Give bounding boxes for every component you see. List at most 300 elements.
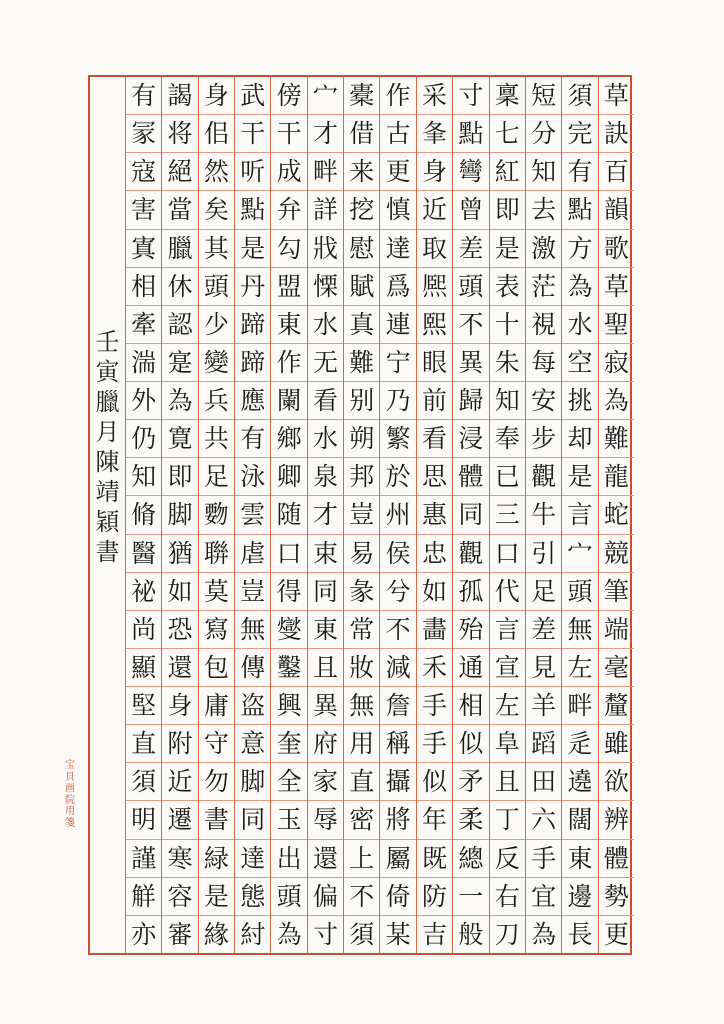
grid-cell: 羊 — [526, 687, 561, 725]
grid-cell: 武 — [235, 77, 270, 115]
grid-cell: 莫 — [199, 573, 234, 611]
grid-cell: 辱 — [308, 801, 343, 839]
grid-cell: 妝 — [344, 649, 379, 687]
grid-cell: 左 — [562, 649, 597, 687]
grid-cell: 全 — [271, 763, 306, 801]
grid-cell: 奎 — [271, 725, 306, 763]
grid-cell: 絕 — [162, 153, 197, 191]
grid-cell: 差 — [453, 230, 488, 268]
grid-cell: 偏 — [308, 878, 343, 916]
grid-cell: 畔 — [308, 153, 343, 191]
grid-column — [452, 77, 488, 953]
grid-cell: 似 — [417, 763, 452, 801]
grid-cell: 十 — [490, 306, 525, 344]
grid-cell: 是 — [490, 230, 525, 268]
character-grid — [125, 77, 634, 953]
grid-cell: 既 — [417, 840, 452, 878]
grid-cell: 容 — [162, 878, 197, 916]
grid-cell: 屬 — [380, 840, 415, 878]
grid-cell: 近 — [417, 191, 452, 229]
grid-cell: 態 — [235, 878, 270, 916]
grid-cell: 繁 — [380, 420, 415, 458]
grid-cell: 詹 — [380, 687, 415, 725]
grid-cell: 如 — [162, 573, 197, 611]
grid-cell: 共 — [199, 420, 234, 458]
grid-cell: 将 — [162, 115, 197, 153]
grid-cell: 泉 — [308, 458, 343, 496]
grid-cell: 闊 — [562, 801, 597, 839]
grid-cell: 不 — [344, 878, 379, 916]
grid-cell: 勢 — [599, 878, 634, 916]
grid-column — [161, 77, 197, 953]
grid-cell: 宀 — [308, 77, 343, 115]
grid-cell: 水 — [308, 420, 343, 458]
grid-cell: 真 — [344, 306, 379, 344]
paper-label-char: 院 — [65, 794, 75, 806]
grid-cell: 端 — [599, 611, 634, 649]
grid-column — [270, 77, 306, 953]
grid-cell: 東 — [562, 840, 597, 878]
grid-cell: 觀 — [526, 458, 561, 496]
grid-cell: 東 — [271, 306, 306, 344]
grid-cell: 古 — [380, 115, 415, 153]
grid-cell: 歌 — [599, 230, 634, 268]
grid-cell: 某 — [385, 919, 411, 949]
grid-cell: 茫 — [526, 268, 561, 306]
grid-cell: 觧 — [126, 878, 161, 916]
grid-cell: 直 — [344, 763, 379, 801]
grid-cell: 將 — [380, 801, 415, 839]
grid-cell: 包 — [199, 649, 234, 687]
grid-cell: 常 — [344, 611, 379, 649]
grid-cell: 眼 — [417, 344, 452, 382]
grid-cell: 視 — [526, 306, 561, 344]
grid-cell: 听 — [235, 153, 270, 191]
grid-cell: 易 — [344, 535, 379, 573]
grid-cell: 猶 — [162, 535, 197, 573]
grid-cell: 勾 — [271, 230, 306, 268]
grid-column — [125, 77, 161, 953]
grid-cell: 身 — [162, 687, 197, 725]
grid-cell: 知 — [126, 458, 161, 496]
grid-cell: 脚 — [162, 496, 197, 534]
signature-char: 書 — [95, 538, 120, 566]
calligraphy-sheet — [88, 75, 632, 955]
grid-cell: 韻 — [599, 191, 634, 229]
grid-cell: 更 — [380, 153, 415, 191]
signature-char: 靖 — [95, 478, 120, 506]
grid-cell: 兵 — [199, 382, 234, 420]
grid-cell: 有 — [562, 153, 597, 191]
grid-cell: 邦 — [344, 458, 379, 496]
grid-cell: 有 — [235, 420, 270, 458]
grid-cell: 乃 — [380, 382, 415, 420]
grid-cell: 為 — [276, 919, 302, 949]
grid-cell: 傳 — [235, 649, 270, 687]
grid-cell: 朱 — [490, 344, 525, 382]
grid-cell: 寔 — [162, 344, 197, 382]
grid-cell: 遶 — [562, 763, 597, 801]
grid-cell: 蹈 — [526, 725, 561, 763]
grid-cell: 聨 — [199, 535, 234, 573]
grid-cell: 刀 — [494, 919, 520, 949]
grid-cell: 宜 — [526, 878, 561, 916]
grid-cell: 其 — [199, 230, 234, 268]
grid-cell: 須 — [562, 77, 597, 115]
grid-cell: 競 — [599, 535, 634, 573]
grid-cell: 蹄 — [235, 344, 270, 382]
grid-cell: 牛 — [526, 496, 561, 534]
grid-column — [379, 77, 415, 953]
grid-cell: 寘 — [126, 230, 161, 268]
grid-cell: 於 — [380, 458, 415, 496]
grid-cell: 盗 — [235, 687, 270, 725]
grid-cell: 是 — [199, 878, 234, 916]
grid-cell: 頭 — [199, 268, 234, 306]
grid-cell: 興 — [271, 687, 306, 725]
grid-cell: 同 — [308, 573, 343, 611]
grid-cell: 當 — [162, 191, 197, 229]
grid-cell: 訣 — [599, 115, 634, 153]
paper-label-char: 箋 — [65, 817, 75, 829]
grid-cell: 近 — [162, 763, 197, 801]
grid-cell: 空 — [562, 344, 597, 382]
grid-cell: 異 — [308, 687, 343, 725]
grid-cell: 豈 — [344, 496, 379, 534]
grid-cell: 書 — [199, 801, 234, 839]
grid-cell: 寛 — [162, 420, 197, 458]
grid-cell: 熈 — [417, 268, 452, 306]
grid-cell: 挖 — [344, 191, 379, 229]
grid-cell: 虐 — [235, 535, 270, 573]
grid-cell: 彖 — [344, 573, 379, 611]
grid-cell: 湍 — [126, 344, 161, 382]
grid-cell: 寒 — [162, 840, 197, 878]
grid-cell: 寸 — [453, 77, 488, 115]
grid-cell: 明 — [126, 801, 161, 839]
grid-cell: 頭 — [271, 878, 306, 916]
grid-cell: 孤 — [453, 573, 488, 611]
grid-cell: 采 — [417, 77, 452, 115]
signature-column — [90, 77, 125, 953]
grid-cell: 足 — [526, 573, 561, 611]
grid-cell: 丁 — [490, 801, 525, 839]
grid-cell: 認 — [162, 306, 197, 344]
grid-cell: 稱 — [380, 725, 415, 763]
grid-cell: 水 — [308, 306, 343, 344]
grid-cell: 脩 — [126, 496, 161, 534]
grid-cell: 無 — [562, 611, 597, 649]
grid-cell: 反 — [490, 840, 525, 878]
grid-cell: 丹 — [235, 268, 270, 306]
grid-cell: 一 — [453, 878, 488, 916]
grid-cell: 似 — [453, 725, 488, 763]
grid-cell: 三 — [490, 496, 525, 534]
grid-cell: 闌 — [271, 382, 306, 420]
grid-cell: 辵 — [562, 725, 597, 763]
grid-cell: 減 — [380, 649, 415, 687]
grid-cell: 鑿 — [271, 649, 306, 687]
grid-cell: 雖 — [599, 725, 634, 763]
paper-label-char: 貝 — [65, 771, 75, 783]
paper-label-char: 用 — [65, 806, 75, 817]
grid-cell: 作 — [380, 77, 415, 115]
grid-cell: 然 — [199, 153, 234, 191]
grid-cell: 州 — [380, 496, 415, 534]
grid-cell: 傍 — [271, 77, 306, 115]
grid-cell: 曾 — [453, 191, 488, 229]
signature-char: 穎 — [95, 508, 120, 536]
grid-cell: 守 — [199, 725, 234, 763]
grid-cell: 激 — [526, 230, 561, 268]
grid-cell: 直 — [126, 725, 161, 763]
grid-cell: 點 — [235, 191, 270, 229]
grid-cell: 手 — [417, 687, 452, 725]
grid-cell: 恐 — [162, 611, 197, 649]
grid-cell: 干 — [235, 115, 270, 153]
grid-cell: 前 — [417, 382, 452, 420]
grid-cell: 口 — [271, 535, 306, 573]
grid-cell: 别 — [344, 382, 379, 420]
grid-cell: 頭 — [562, 573, 597, 611]
grid-cell: 身 — [417, 153, 452, 191]
paper-label — [60, 760, 80, 829]
grid-cell: 侯 — [380, 535, 415, 573]
grid-cell: 即 — [490, 191, 525, 229]
grid-cell: 少 — [199, 306, 234, 344]
grid-cell: 應 — [235, 382, 270, 420]
grid-cell: 吉 — [422, 919, 448, 949]
grid-cell: 且 — [490, 763, 525, 801]
grid-cell: 田 — [526, 763, 561, 801]
grid-cell: 仍 — [126, 420, 161, 458]
grid-column — [489, 77, 525, 953]
grid-cell: 忠 — [417, 535, 452, 573]
grid-cell: 稟 — [490, 77, 525, 115]
grid-cell: 慰 — [344, 230, 379, 268]
grid-cell: 不 — [453, 306, 488, 344]
grid-cell: 宁 — [380, 344, 415, 382]
grid-cell: 干 — [271, 115, 306, 153]
grid-cell: 連 — [380, 306, 415, 344]
grid-cell: 見 — [526, 649, 561, 687]
grid-cell: 意 — [235, 725, 270, 763]
grid-cell: 為 — [531, 919, 557, 949]
grid-cell: 紅 — [490, 153, 525, 191]
grid-cell: 看 — [417, 420, 452, 458]
grid-cell: 却 — [562, 420, 597, 458]
grid-cell: 邊 — [562, 878, 597, 916]
grid-cell: 上 — [344, 840, 379, 878]
grid-cell: 蛇 — [599, 496, 634, 534]
grid-cell: 醫 — [126, 535, 161, 573]
grid-cell: 慎 — [380, 191, 415, 229]
grid-cell: 攝 — [380, 763, 415, 801]
grid-cell: 頭 — [453, 268, 488, 306]
grid-cell: 分 — [526, 115, 561, 153]
grid-cell: 矣 — [199, 191, 234, 229]
grid-cell: 佀 — [199, 115, 234, 153]
grid-cell: 體 — [599, 840, 634, 878]
grid-cell: 泳 — [235, 458, 270, 496]
grid-cell: 才 — [308, 115, 343, 153]
grid-cell: 無 — [235, 611, 270, 649]
grid-cell: 惠 — [417, 496, 452, 534]
grid-cell: 借 — [344, 115, 379, 153]
grid-cell: 殆 — [453, 611, 488, 649]
grid-cell: 防 — [417, 878, 452, 916]
grid-cell: 總 — [453, 840, 488, 878]
grid-cell: 長 — [567, 919, 593, 949]
grid-cell: 審 — [167, 919, 193, 949]
grid-cell: 龍 — [599, 458, 634, 496]
grid-cell: 知 — [490, 382, 525, 420]
grid-cell: 難 — [599, 420, 634, 458]
signature-char: 寅 — [95, 358, 120, 386]
grid-cell: 有 — [126, 77, 161, 115]
grid-cell: 鄉 — [271, 420, 306, 458]
grid-column — [598, 77, 634, 953]
grid-cell: 右 — [490, 878, 525, 916]
grid-cell: 畔 — [562, 687, 597, 725]
grid-cell: 還 — [162, 649, 197, 687]
grid-cell: 欲 — [599, 763, 634, 801]
grid-cell: 達 — [380, 230, 415, 268]
grid-cell: 朔 — [344, 420, 379, 458]
grid-cell: 歸 — [453, 382, 488, 420]
grid-cell: 左 — [490, 687, 525, 725]
grid-cell: 寫 — [199, 611, 234, 649]
grid-cell: 口 — [490, 535, 525, 573]
grid-cell: 附 — [162, 725, 197, 763]
grid-cell: 毫 — [599, 649, 634, 687]
grid-cell: 得 — [271, 573, 306, 611]
grid-cell: 還 — [308, 840, 343, 878]
grid-cell: 思 — [417, 458, 452, 496]
signature-char: 臘 — [95, 388, 120, 416]
grid-cell: 同 — [453, 496, 488, 534]
grid-cell: 才 — [308, 496, 343, 534]
grid-column — [561, 77, 597, 953]
grid-cell: 須 — [349, 919, 375, 949]
grid-cell: 難 — [344, 344, 379, 382]
grid-cell: 冡 — [126, 115, 161, 153]
grid-cell: 密 — [344, 801, 379, 839]
grid-cell: 知 — [526, 153, 561, 191]
grid-cell: 成 — [271, 153, 306, 191]
grid-cell: 差 — [526, 611, 561, 649]
grid-cell: 相 — [453, 687, 488, 725]
grid-cell: 勿 — [199, 763, 234, 801]
grid-cell: 不 — [380, 611, 415, 649]
signature-char: 陳 — [95, 448, 120, 476]
grid-cell: 是 — [562, 458, 597, 496]
grid-cell: 蹄 — [235, 306, 270, 344]
grid-cell: 為 — [562, 268, 597, 306]
grid-cell: 賦 — [344, 268, 379, 306]
grid-cell: 牽 — [126, 306, 161, 344]
grid-cell: 覅 — [199, 496, 234, 534]
grid-cell: 七 — [490, 115, 525, 153]
grid-cell: 每 — [526, 344, 561, 382]
grid-cell: 禾 — [417, 649, 452, 687]
grid-cell: 家 — [308, 763, 343, 801]
grid-cell: 挑 — [562, 382, 597, 420]
grid-cell: 随 — [271, 496, 306, 534]
grid-cell: 畵 — [417, 611, 452, 649]
grid-cell: 戕 — [308, 230, 343, 268]
grid-cell: 臘 — [162, 230, 197, 268]
grid-cell: 點 — [453, 115, 488, 153]
grid-cell: 異 — [453, 344, 488, 382]
grid-cell: 釐 — [599, 687, 634, 725]
grid-cell: 看 — [308, 382, 343, 420]
grid-cell: 通 — [453, 649, 488, 687]
paper-label-char: 画 — [65, 783, 75, 794]
grid-cell: 豈 — [235, 573, 270, 611]
grid-cell: 庸 — [199, 687, 234, 725]
grid-cell: 弁 — [271, 191, 306, 229]
grid-cell: 浸 — [453, 420, 488, 458]
grid-cell: 害 — [126, 191, 161, 229]
grid-cell: 東 — [308, 611, 343, 649]
grid-cell: 外 — [126, 382, 161, 420]
grid-cell: 手 — [417, 725, 452, 763]
grid-cell: 無 — [344, 687, 379, 725]
grid-cell: 水 — [562, 306, 597, 344]
grid-cell: 兮 — [380, 573, 415, 611]
grid-cell: 觀 — [453, 535, 488, 573]
grid-cell: 引 — [526, 535, 561, 573]
grid-cell: 即 — [162, 458, 197, 496]
grid-column — [307, 77, 343, 953]
grid-cell: 完 — [562, 115, 597, 153]
grid-cell: 遷 — [162, 801, 197, 839]
grid-cell: 步 — [526, 420, 561, 458]
grid-cell: 手 — [526, 840, 561, 878]
grid-cell: 寸 — [312, 919, 338, 949]
grid-cell: 阜 — [490, 725, 525, 763]
grid-cell: 尚 — [126, 611, 161, 649]
grid-cell: 筆 — [599, 573, 634, 611]
grid-cell: 玉 — [271, 801, 306, 839]
grid-cell: 宣 — [490, 649, 525, 687]
grid-cell: 為 — [599, 382, 634, 420]
grid-cell: 百 — [599, 153, 634, 191]
grid-cell: 慄 — [308, 268, 343, 306]
grid-cell: 草 — [599, 268, 634, 306]
grid-cell: 去 — [526, 191, 561, 229]
grid-cell: 為 — [162, 382, 197, 420]
grid-cell: 達 — [235, 840, 270, 878]
grid-cell: 短 — [526, 77, 561, 115]
grid-cell: 亦 — [131, 919, 157, 949]
grid-cell: 出 — [271, 840, 306, 878]
paper-label-char: 宝 — [65, 760, 75, 771]
grid-cell: 盟 — [271, 268, 306, 306]
grid-cell: 緑 — [199, 840, 234, 878]
grid-column — [416, 77, 452, 953]
grid-cell: 安 — [526, 382, 561, 420]
grid-cell: 草 — [599, 77, 634, 115]
grid-cell: 倚 — [380, 878, 415, 916]
grid-column — [198, 77, 234, 953]
grid-column — [525, 77, 561, 953]
grid-cell: 府 — [308, 725, 343, 763]
grid-cell: 无 — [308, 344, 343, 382]
grid-cell: 詳 — [308, 191, 343, 229]
grid-cell: 緣 — [203, 919, 229, 949]
